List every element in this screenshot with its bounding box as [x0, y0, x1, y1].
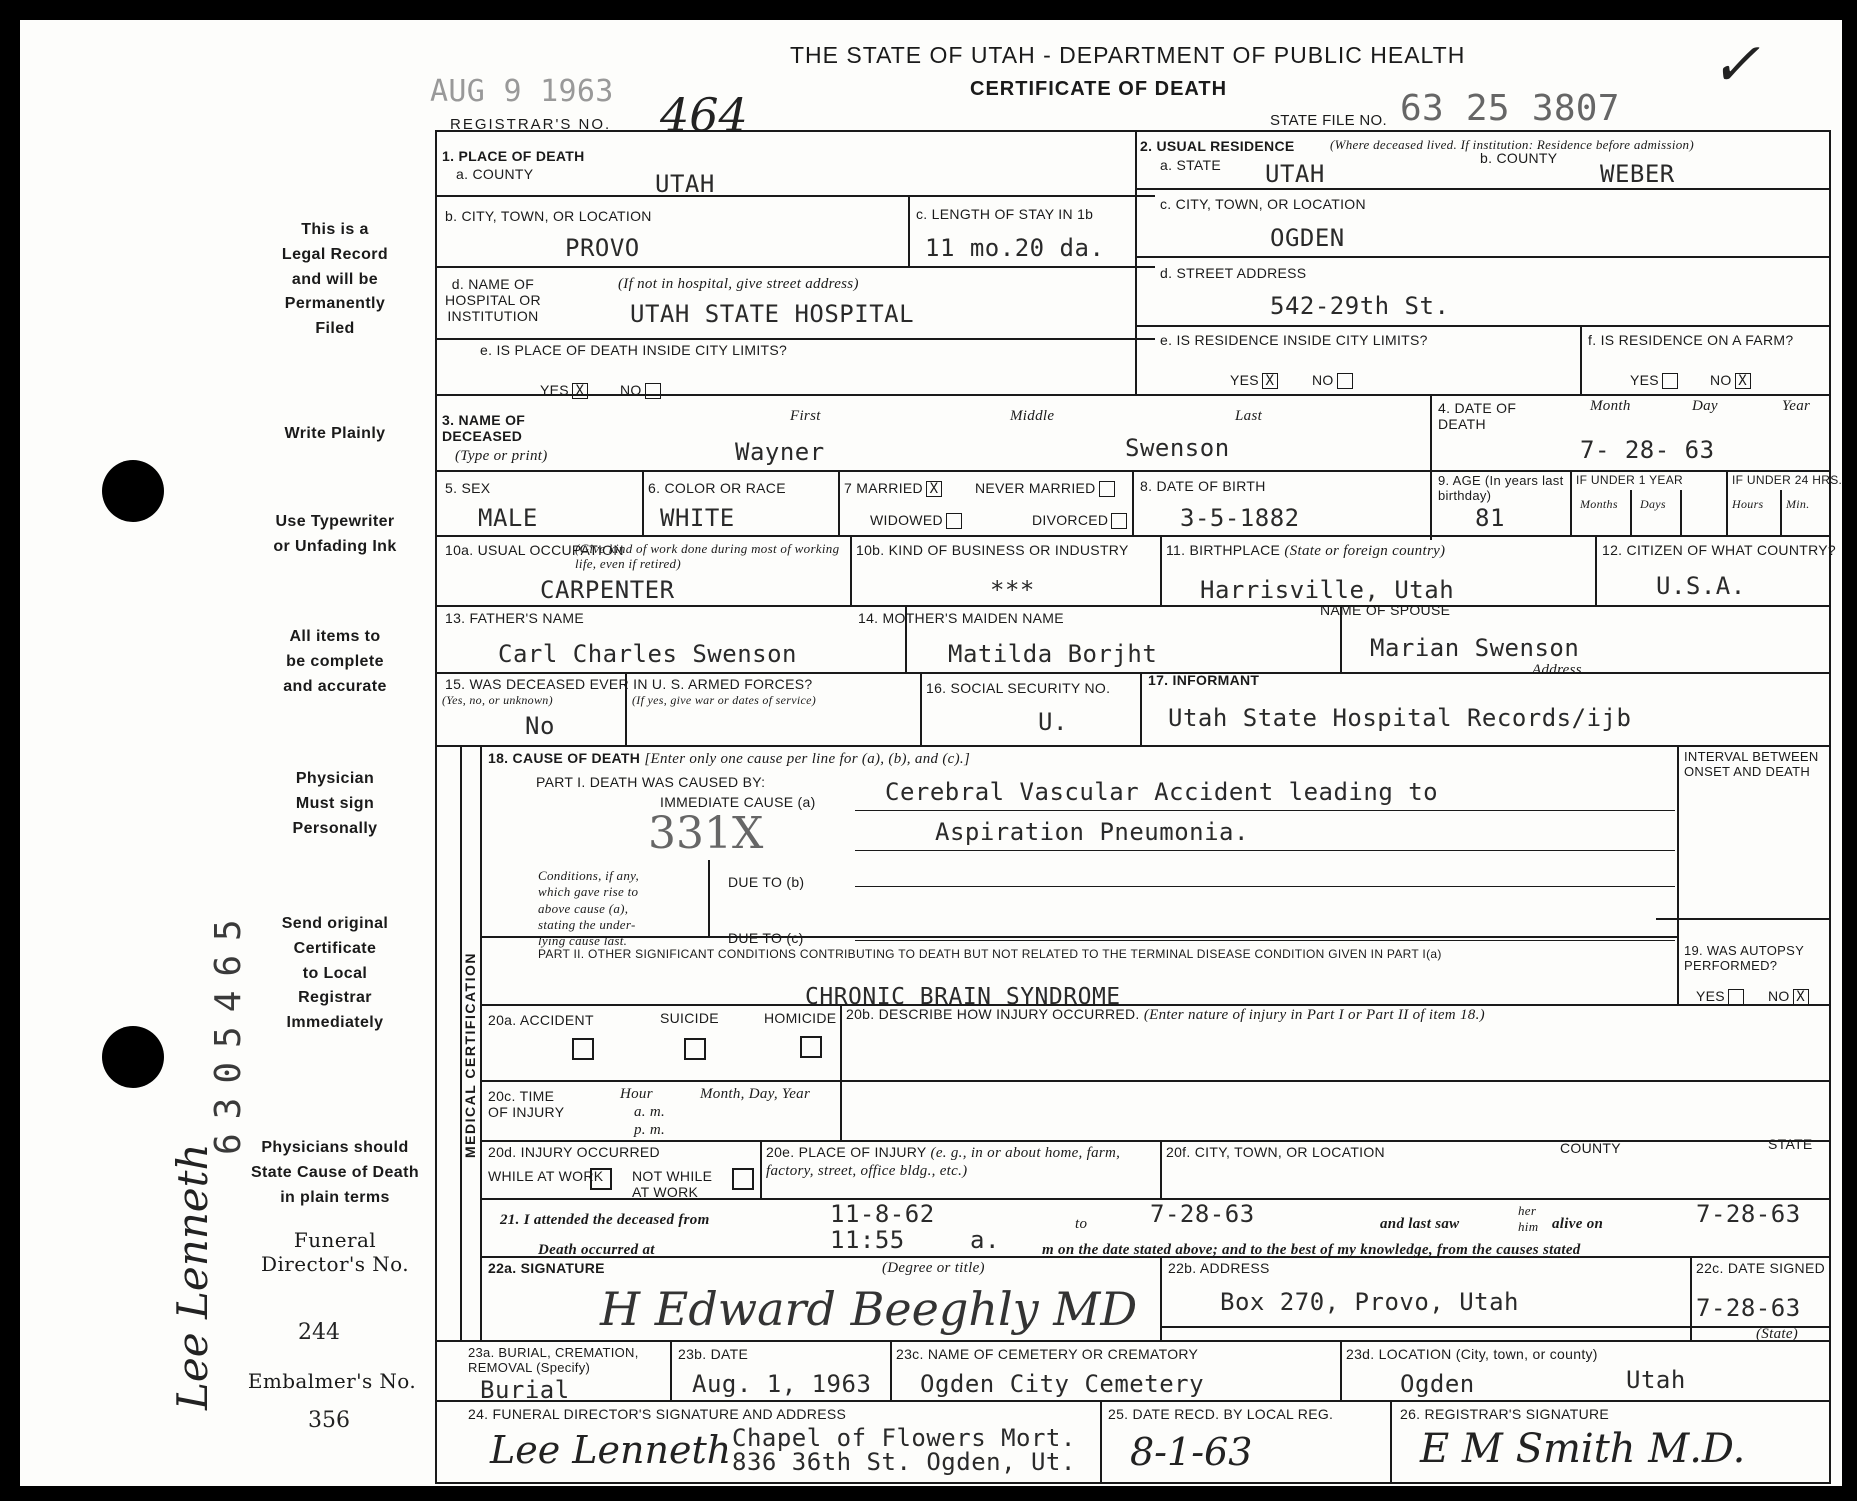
serial-number: 6305465: [208, 905, 249, 1155]
place-city: PROVO: [565, 234, 640, 262]
deceased-first-name: Wayner: [735, 438, 825, 466]
first-label: First: [790, 408, 821, 424]
interval-label: INTERVAL BETWEEN ONSET AND DEATH: [1684, 749, 1819, 779]
state-file-label: STATE FILE NO.: [1270, 112, 1387, 129]
pm-label: p. m.: [634, 1122, 666, 1138]
father-label: 13. FATHER'S NAME: [445, 610, 584, 626]
him-label: him: [1518, 1219, 1539, 1234]
months-label: Months: [1580, 497, 1618, 511]
death-certificate-sheet: [20, 20, 1842, 1486]
residence-inside-yes[interactable]: YES X: [1230, 372, 1278, 389]
registrar-signature-label: 26. REGISTRAR'S SIGNATURE: [1400, 1406, 1610, 1422]
inside-city-label: e. IS PLACE OF DEATH INSIDE CITY LIMITS?: [480, 342, 788, 358]
header-subtitle: CERTIFICATE OF DEATH: [970, 78, 1228, 100]
county-label: a. COUNTY: [456, 166, 534, 182]
armed-forces-value: No: [525, 712, 555, 740]
dob-label: 8. DATE OF BIRTH: [1140, 478, 1266, 494]
funeral-director-label: Funeral Director's No.: [261, 1228, 409, 1276]
date-signed: 7-28-63: [1696, 1294, 1801, 1322]
ssn-label: 16. SOCIAL SECURITY NO.: [926, 680, 1111, 696]
age-value: 81: [1475, 504, 1505, 532]
hospital-hint: (If not in hospital, give street address): [618, 276, 859, 292]
funeral-director-line1: Chapel of Flowers Mort.: [732, 1424, 1076, 1452]
her-label: her: [1518, 1203, 1537, 1218]
check-mark-icon: ✓: [1710, 30, 1761, 100]
married-option[interactable]: 7 MARRIED X: [844, 480, 942, 497]
while-at-work-checkbox[interactable]: [590, 1168, 612, 1190]
month-label: Month: [1590, 398, 1631, 414]
time-ampm: a.: [970, 1226, 1000, 1254]
birthplace-value: Harrisville, Utah: [1200, 576, 1455, 604]
funeral-director-sig-label: 24. FUNERAL DIRECTOR'S SIGNATURE AND ADDRESS: [468, 1406, 847, 1422]
farm-yes[interactable]: YES: [1630, 372, 1678, 389]
age-label: 9. AGE (In years last birthday): [1438, 473, 1564, 503]
informant-label: 17. INFORMANT: [1148, 672, 1260, 688]
residence-state: UTAH: [1265, 160, 1325, 188]
place-inside-no[interactable]: NO: [620, 382, 661, 399]
burial-location-label: 23d. LOCATION (City, town, or county): [1346, 1346, 1598, 1362]
occupation-label: 10a. USUAL OCCUPATION: [445, 542, 624, 558]
suicide-checkbox[interactable]: [684, 1038, 706, 1060]
cemetery-name: Ogden City Cemetery: [920, 1370, 1205, 1398]
name-hint: (Type or print): [455, 448, 548, 464]
residence-county-label: b. COUNTY: [1480, 150, 1558, 166]
burial-removal-label: 23a. BURIAL, CREMATION, REMOVAL (Specify): [468, 1345, 639, 1375]
days-label: Days: [1640, 497, 1666, 511]
injury-occurred-label: 20d. INJURY OCCURRED: [488, 1144, 660, 1160]
farm-label: f. IS RESIDENCE ON A FARM?: [1588, 332, 1794, 348]
ssn-value: U.: [1038, 708, 1068, 736]
attended-label: 21. I attended the deceased from: [500, 1212, 710, 1228]
side-note-legal-record: This is a Legal Record and will be Permanently Filed: [281, 221, 389, 338]
due-to-b-label: DUE TO (b): [728, 874, 805, 890]
medical-certification-label: MEDICAL CERTIFICATION: [462, 952, 478, 1158]
length-of-stay: 11 mo.20 da.: [925, 234, 1105, 262]
burial-location-state: Utah: [1626, 1366, 1686, 1394]
father-name: Carl Charles Swenson: [498, 640, 797, 668]
side-note-send-original: Send original Certificate to Local Registrar Immediately: [281, 915, 389, 1032]
armed-forces-label: 15. WAS DECEASED EVER IN U. S. ARMED FORCES?: [445, 676, 813, 692]
sex-value: MALE: [478, 504, 538, 532]
county-of-injury-label: COUNTY: [1560, 1140, 1621, 1156]
under-1-year-label: IF UNDER 1 YEAR: [1576, 473, 1683, 487]
date-signed-label: 22c. DATE SIGNED: [1696, 1260, 1826, 1276]
suicide-label: SUICIDE: [660, 1010, 719, 1026]
registrar-signature: E M Smith M.D.: [1420, 1426, 1746, 1472]
residence-inside-label: e. IS RESIDENCE INSIDE CITY LIMITS?: [1160, 332, 1428, 348]
attended-from: 11-8-62: [830, 1200, 935, 1228]
under-24-hrs-label: IF UNDER 24 HRS.: [1732, 473, 1843, 487]
date-of-death-label: 4. DATE OF DEATH: [1438, 400, 1517, 433]
side-note-physician: Physician Must sign Personally: [292, 770, 378, 837]
side-note-physicians-should: Physicians should State Cause of Death in plain terms: [250, 1139, 420, 1206]
place-county: UTAH: [655, 170, 715, 198]
accident-checkbox[interactable]: [572, 1038, 594, 1060]
sex-label: 5. SEX: [445, 480, 491, 496]
city-of-injury-label: 20f. CITY, TOWN, OR LOCATION: [1166, 1144, 1385, 1160]
stay-label: c. LENGTH OF STAY IN 1b: [916, 206, 1094, 222]
cause-a-line1: Cerebral Vascular Accident leading to: [885, 778, 1439, 806]
conditions-note: Conditions, if any, which gave rise to above cause (a), stating the under- lying cause last.: [538, 868, 640, 948]
injury-desc-label: 20b. DESCRIBE HOW INJURY OCCURRED. (Enter nature of injury in Part I or Part II of item 18.): [846, 1006, 1485, 1023]
burial-date: Aug. 1, 1963: [692, 1370, 872, 1398]
place-of-injury-label: 20e. PLACE OF INJURY (e. g., in or about home, farm, factory, street, office bldg., etc.): [766, 1144, 1121, 1180]
time-of-injury-label: 20c. TIME OF INJURY: [488, 1088, 565, 1121]
to-label: to: [1075, 1216, 1088, 1232]
alive-date: 7-28-63: [1696, 1200, 1801, 1228]
physician-signature: H Edward Beeghly MD: [600, 1282, 1138, 1336]
physician-address-label: 22b. ADDRESS: [1168, 1260, 1270, 1276]
immediate-cause-label: IMMEDIATE CAUSE (a): [660, 794, 816, 810]
residence-city-label: c. CITY, TOWN, OR LOCATION: [1160, 196, 1366, 212]
date-of-birth: 3-5-1882: [1180, 504, 1300, 532]
min-label: Min.: [1786, 497, 1810, 511]
embalmer-label: Embalmer's No.: [247, 1369, 417, 1393]
residence-inside-no[interactable]: NO: [1312, 372, 1353, 389]
cause-code: 331X: [648, 808, 764, 859]
occurred-at-label: Death occurred at: [538, 1242, 655, 1258]
autopsy-label: 19. WAS AUTOPSY PERFORMED?: [1684, 943, 1804, 973]
autopsy-no[interactable]: NO X: [1768, 988, 1809, 1005]
state-of-injury-label: STATE: [1768, 1136, 1813, 1152]
residence-county: WEBER: [1600, 160, 1675, 188]
part2-label: PART II. OTHER SIGNIFICANT CONDITIONS CONTRIBUTING TO DEATH BUT NOT RELATED TO THE TERMINAL DISEASE CONDITION GIVEN IN PART I(a): [538, 947, 1442, 961]
cause-of-death-label: 18. CAUSE OF DEATH [Enter only one cause per line for (a), (b), and (c).]: [488, 750, 971, 767]
street-label: d. STREET ADDRESS: [1160, 265, 1307, 281]
armed-forces-hint2: (If yes, give war or dates of service): [632, 693, 817, 707]
burial-removal: Burial: [480, 1376, 570, 1404]
funeral-director-signature: Lee Lenneth: [490, 1428, 732, 1472]
state-file-number: 63 25 3807: [1400, 88, 1620, 129]
am-label: a. m.: [634, 1104, 666, 1120]
armed-forces-hint1: (Yes, no, or unknown): [442, 693, 553, 707]
degree-label: (Degree or title): [882, 1260, 985, 1276]
cemetery-label: 23c. NAME OF CEMETERY OR CREMATORY: [896, 1346, 1199, 1362]
mother-name: Matilda Borjht: [948, 640, 1158, 668]
occupation-value: CARPENTER: [540, 576, 675, 604]
autopsy-yes[interactable]: YES: [1696, 988, 1744, 1005]
day-label: Day: [1692, 398, 1718, 414]
year-label: Year: [1782, 398, 1811, 414]
received-stamp: AUG 9 1963: [430, 74, 614, 109]
alive-on-label: alive on: [1552, 1216, 1604, 1232]
citizen-value: U.S.A.: [1656, 572, 1746, 600]
not-while-at-work-option[interactable]: NOT WHILE AT WORK: [632, 1168, 713, 1201]
punch-hole: [102, 1026, 164, 1088]
punch-hole: [102, 460, 164, 522]
due-to-c-label: DUE TO (c): [728, 930, 804, 946]
time-of-death: 11:55: [830, 1226, 905, 1254]
usual-residence-label: 2. USUAL RESIDENCE: [1140, 138, 1295, 154]
never-married-option[interactable]: NEVER MARRIED: [975, 480, 1115, 497]
side-note-complete: All items to be complete and accurate: [283, 628, 387, 695]
informant-address-label: Address: [1532, 662, 1582, 678]
farm-no[interactable]: NO X: [1710, 372, 1751, 389]
widowed-option[interactable]: WIDOWED: [870, 512, 962, 529]
residence-city: OGDEN: [1270, 224, 1345, 252]
informant-value: Utah State Hospital Records/ijb: [1168, 704, 1632, 732]
burial-location-city: Ogden: [1400, 1370, 1475, 1398]
middle-label: Middle: [1010, 408, 1055, 424]
physician-address: Box 270, Provo, Utah: [1220, 1288, 1519, 1316]
birthplace-label: 11. BIRTHPLACE (State or foreign country): [1166, 542, 1446, 559]
name-of-deceased-label: 3. NAME OF DECEASED: [442, 412, 526, 445]
embalmer-number: 356: [308, 1408, 350, 1433]
date-recd-label: 25. DATE RECD. BY LOCAL REG.: [1108, 1406, 1334, 1422]
city-label: b. CITY, TOWN, OR LOCATION: [445, 208, 652, 224]
burial-date-label: 23b. DATE: [678, 1346, 749, 1362]
date-of-death: 7- 28- 63: [1580, 436, 1715, 464]
state-hint: (State): [1756, 1326, 1799, 1342]
while-at-work-option[interactable]: WHILE AT WORK: [488, 1168, 604, 1184]
last-label: Last: [1235, 408, 1263, 424]
part1-label: PART I. DEATH WAS CAUSED BY:: [536, 774, 766, 790]
residence-state-label: a. STATE: [1160, 157, 1222, 173]
place-of-death-label: 1. PLACE OF DEATH: [442, 148, 585, 164]
citizen-label: 12. CITIZEN OF WHAT COUNTRY?: [1602, 542, 1836, 558]
occupation-hint: (Give kind of work done during most of working life, even if retired): [575, 541, 840, 571]
mother-label: 14. MOTHER'S MAIDEN NAME: [858, 610, 1064, 626]
cause-a-line2: Aspiration Pneumonia.: [935, 818, 1249, 846]
accident-label: 20a. ACCIDENT: [488, 1012, 594, 1028]
attended-to: 7-28-63: [1150, 1200, 1255, 1228]
side-note-typewriter: Use Typewriter or Unfading Ink: [273, 513, 397, 555]
funeral-director-line2: 836 36th St. Ogden, Ut.: [732, 1448, 1076, 1476]
homicide-label: HOMICIDE: [764, 1010, 837, 1026]
last-saw-label: and last saw: [1380, 1216, 1460, 1232]
divorced-option[interactable]: DIVORCED: [1032, 512, 1127, 529]
spouse-label: NAME OF SPOUSE: [1320, 602, 1451, 618]
residence-hint: (Where deceased lived. If institution: Residence before admission): [1330, 137, 1694, 152]
race-label: 6. COLOR OR RACE: [648, 480, 786, 496]
hour-label: Hour: [620, 1086, 653, 1102]
funeral-director-number: 244: [298, 1320, 340, 1345]
signature-label: 22a. SIGNATURE: [488, 1260, 605, 1276]
registrar-label: REGISTRAR'S NO.: [450, 116, 612, 133]
month-day-year-label: Month, Day, Year: [700, 1086, 811, 1102]
on-date-statement: m on the date stated above; and to the best of my knowledge, from the causes stated: [1042, 1242, 1581, 1258]
place-inside-yes[interactable]: YES X: [540, 382, 588, 399]
part2-value: CHRONIC BRAIN SYNDROME: [805, 984, 1121, 1010]
date-recd: 8-1-63: [1130, 1430, 1253, 1474]
hospital-label: d. NAME OF HOSPITAL OR INSTITUTION: [445, 276, 541, 325]
director-side-signature: Lee Lenneth: [168, 1143, 217, 1410]
spouse-name: Marian Swenson: [1370, 634, 1580, 662]
residence-street: 542-29th St.: [1270, 292, 1450, 320]
homicide-checkbox[interactable]: [800, 1036, 822, 1058]
hours-label: Hours: [1732, 497, 1764, 511]
not-while-at-work-checkbox[interactable]: [732, 1168, 754, 1190]
registrar-number: 464: [660, 88, 748, 142]
side-note-write-plainly: Write Plainly: [284, 425, 386, 442]
business-label: 10b. KIND OF BUSINESS OR INDUSTRY: [856, 542, 1129, 558]
header-title: THE STATE OF UTAH - DEPARTMENT OF PUBLIC HEALTH: [790, 42, 1466, 68]
hospital-name: UTAH STATE HOSPITAL: [630, 300, 915, 328]
deceased-last-name: Swenson: [1125, 434, 1230, 462]
race-value: WHITE: [660, 504, 735, 532]
business-value: ***: [990, 576, 1035, 604]
